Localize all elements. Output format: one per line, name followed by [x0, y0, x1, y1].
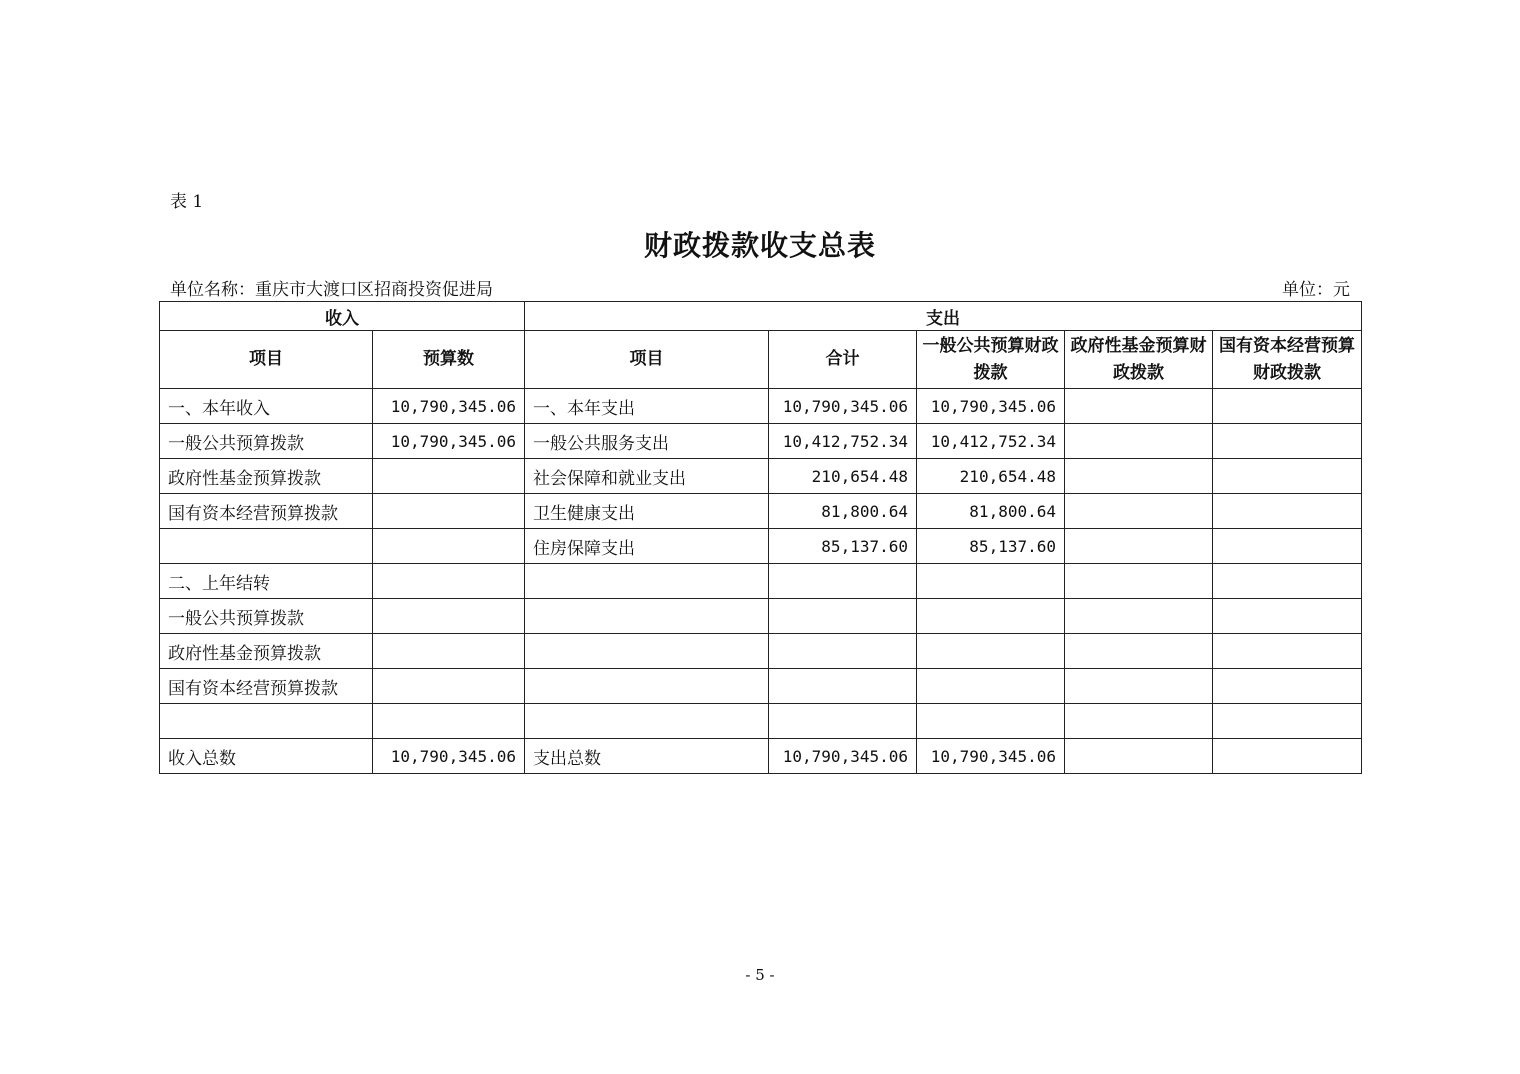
- col-income-budget: 预算数: [373, 331, 525, 389]
- cell-state-capital: [1213, 529, 1362, 564]
- cell-income-item: 国有资本经营预算拨款: [160, 669, 373, 704]
- cell-total: [769, 704, 917, 739]
- cell-income-budget: [373, 494, 525, 529]
- table-row: [160, 424, 1362, 459]
- cell-income-item: 国有资本经营预算拨款: [160, 494, 373, 529]
- page-number: - 5 -: [745, 966, 775, 984]
- cell-general-public: 10,412,752.34: [917, 424, 1065, 459]
- cell-gov-fund: [1065, 564, 1213, 599]
- cell-general-public: 81,800.64: [917, 494, 1065, 529]
- cell-state-capital: [1213, 459, 1362, 494]
- cell-expense-item: [525, 704, 769, 739]
- cell-state-capital: [1213, 424, 1362, 459]
- cell-gov-fund: [1065, 459, 1213, 494]
- cell-income-budget: [373, 634, 525, 669]
- col-expense-item: 项目: [525, 331, 769, 389]
- cell-total: 10,790,345.06: [769, 389, 917, 424]
- cell-income-budget: [373, 459, 525, 494]
- unit-name: 单位名称：重庆市大渡口区招商投资促进局: [170, 280, 493, 300]
- col-general-public: 一般公共预算财政拨款: [917, 331, 1065, 389]
- cell-state-capital: [1213, 564, 1362, 599]
- cell-expense-item: [525, 669, 769, 704]
- cell-gov-fund: [1065, 494, 1213, 529]
- cell-income-budget: 10,790,345.06: [373, 389, 525, 424]
- column-header-row: [160, 331, 1362, 389]
- cell-income-item: 一般公共预算拨款: [160, 599, 373, 634]
- cell-general-public: [917, 564, 1065, 599]
- group-header-row: [160, 302, 1362, 331]
- table-row: [160, 564, 1362, 599]
- cell-income-item: 政府性基金预算拨款: [160, 459, 373, 494]
- cell-state-capital: [1213, 634, 1362, 669]
- table-row: [160, 494, 1362, 529]
- cell-general-public: [917, 669, 1065, 704]
- document-title: 财政拨款收支总表: [643, 229, 876, 262]
- cell-state-capital: [1213, 704, 1362, 739]
- cell-income-item: 二、上年结转: [160, 564, 373, 599]
- cell-gov-fund: [1065, 599, 1213, 634]
- cell-gov-fund: [1065, 704, 1213, 739]
- cell-income-item: 收入总数: [160, 739, 373, 774]
- col-income-item: 项目: [160, 331, 373, 389]
- cell-expense-item: [525, 564, 769, 599]
- income-group-header: 收入: [160, 302, 525, 331]
- cell-state-capital: [1213, 739, 1362, 774]
- cell-gov-fund: [1065, 634, 1213, 669]
- cell-total: [769, 669, 917, 704]
- fiscal-appropriation-table: [159, 301, 1362, 774]
- cell-income-budget: [373, 704, 525, 739]
- col-total: 合计: [769, 331, 917, 389]
- cell-total: [769, 634, 917, 669]
- cell-income-budget: [373, 669, 525, 704]
- cell-general-public: [917, 599, 1065, 634]
- cell-income-item: [160, 529, 373, 564]
- table-row: [160, 529, 1362, 564]
- cell-expense-item: 社会保障和就业支出: [525, 459, 769, 494]
- cell-total: 210,654.48: [769, 459, 917, 494]
- cell-state-capital: [1213, 599, 1362, 634]
- cell-total: 10,412,752.34: [769, 424, 917, 459]
- cell-income-item: [160, 704, 373, 739]
- cell-income-budget: 10,790,345.06: [373, 424, 525, 459]
- cell-general-public: 10,790,345.06: [917, 389, 1065, 424]
- table-row: [160, 704, 1362, 739]
- cell-total: 10,790,345.06: [769, 739, 917, 774]
- cell-gov-fund: [1065, 669, 1213, 704]
- col-state-capital: 国有资本经营预算财政拨款: [1213, 331, 1362, 389]
- cell-expense-item: 支出总数: [525, 739, 769, 774]
- cell-expense-item: 住房保障支出: [525, 529, 769, 564]
- cell-expense-item: 卫生健康支出: [525, 494, 769, 529]
- cell-income-item: 一、本年收入: [160, 389, 373, 424]
- cell-total: 81,800.64: [769, 494, 917, 529]
- col-gov-fund: 政府性基金预算财政拨款: [1065, 331, 1213, 389]
- cell-income-item: 一般公共预算拨款: [160, 424, 373, 459]
- cell-gov-fund: [1065, 529, 1213, 564]
- table-row: [160, 634, 1362, 669]
- cell-income-budget: [373, 599, 525, 634]
- cell-general-public: 210,654.48: [917, 459, 1065, 494]
- cell-general-public: 85,137.60: [917, 529, 1065, 564]
- cell-income-item: 政府性基金预算拨款: [160, 634, 373, 669]
- cell-state-capital: [1213, 494, 1362, 529]
- cell-general-public: [917, 704, 1065, 739]
- cell-state-capital: [1213, 389, 1362, 424]
- table-row: [160, 599, 1362, 634]
- cell-gov-fund: [1065, 739, 1213, 774]
- cell-expense-item: [525, 599, 769, 634]
- table-row: [160, 459, 1362, 494]
- table-number: 表 1: [170, 192, 204, 212]
- table-body: [160, 389, 1362, 774]
- cell-state-capital: [1213, 669, 1362, 704]
- cell-general-public: 10,790,345.06: [917, 739, 1065, 774]
- cell-total: 85,137.60: [769, 529, 917, 564]
- cell-gov-fund: [1065, 389, 1213, 424]
- table-row: [160, 389, 1362, 424]
- table-row: [160, 669, 1362, 704]
- cell-gov-fund: [1065, 424, 1213, 459]
- cell-expense-item: 一、本年支出: [525, 389, 769, 424]
- cell-income-budget: 10,790,345.06: [373, 739, 525, 774]
- cell-general-public: [917, 634, 1065, 669]
- cell-expense-item: 一般公共服务支出: [525, 424, 769, 459]
- cell-total: [769, 564, 917, 599]
- expense-group-header: 支出: [525, 302, 1362, 331]
- cell-income-budget: [373, 564, 525, 599]
- currency-unit: 单位：元: [1282, 280, 1350, 300]
- table-row: [160, 739, 1362, 774]
- cell-total: [769, 599, 917, 634]
- cell-expense-item: [525, 634, 769, 669]
- cell-income-budget: [373, 529, 525, 564]
